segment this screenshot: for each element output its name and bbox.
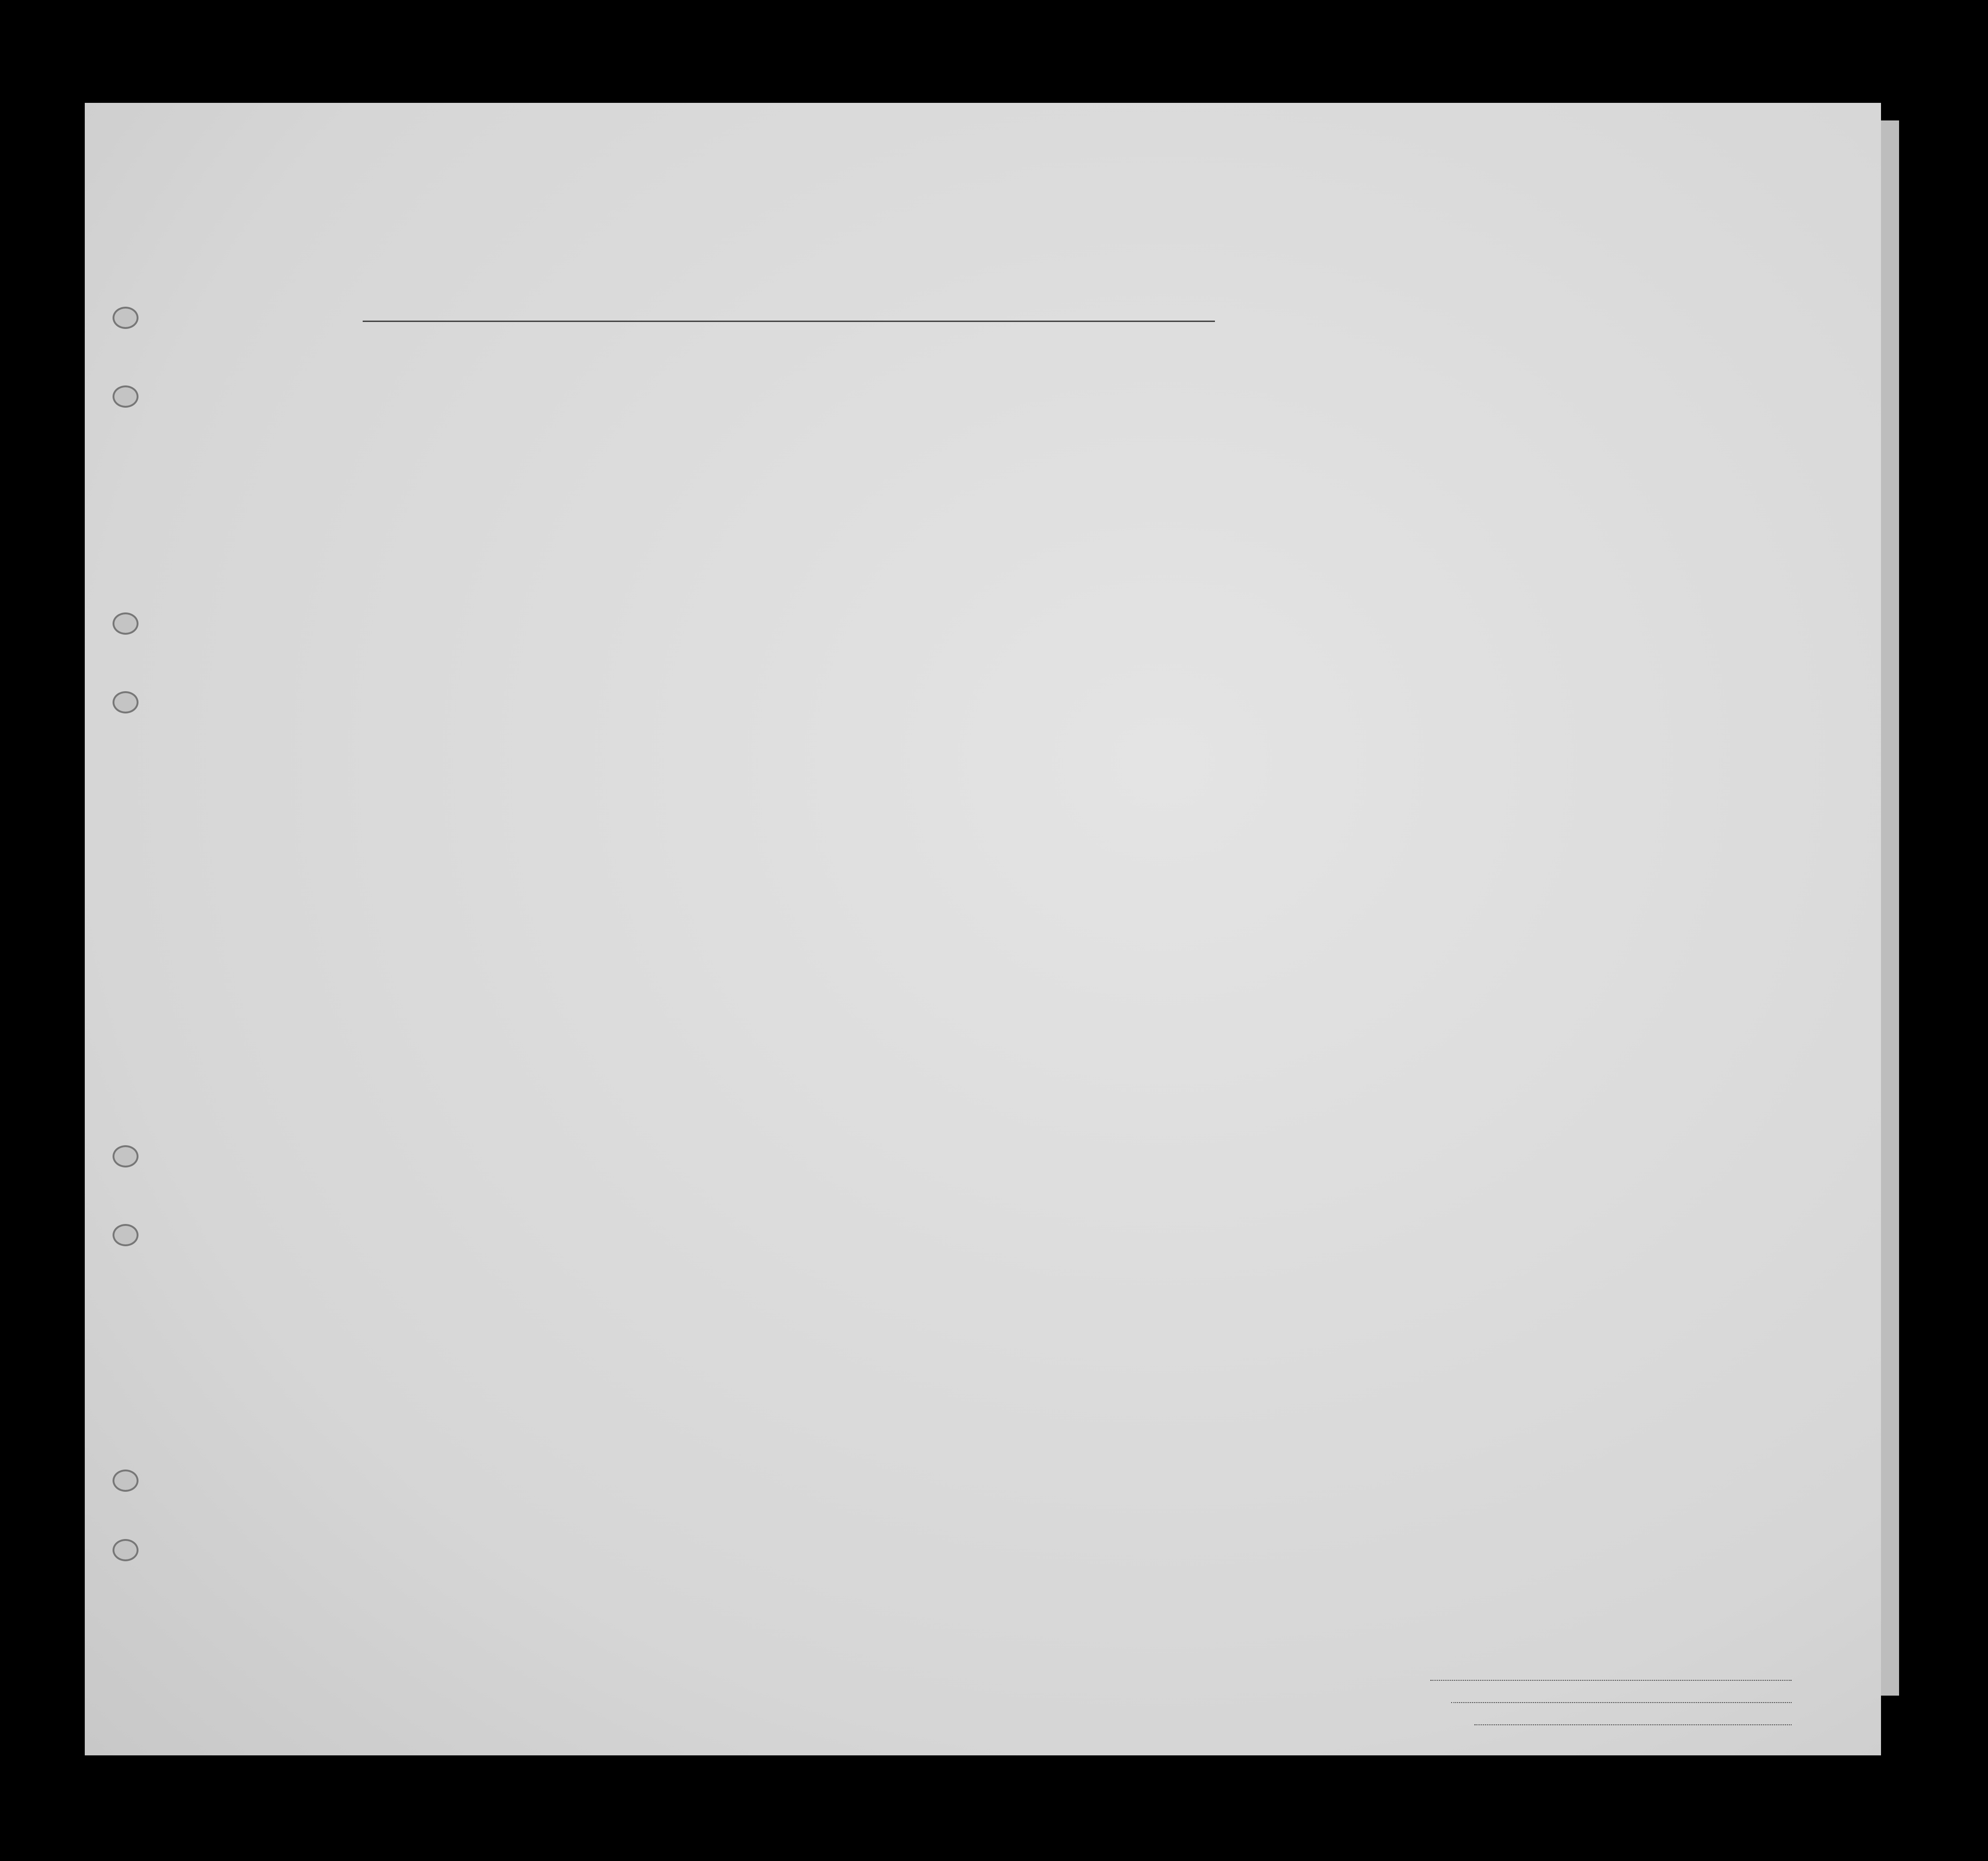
col-21-header bbox=[701, 385, 717, 515]
footer-line-rule bbox=[1430, 1680, 1792, 1681]
punch-hole bbox=[113, 1539, 138, 1561]
punch-hole bbox=[113, 307, 138, 329]
manifest-sheet bbox=[85, 103, 1881, 1755]
col-27-header bbox=[1268, 381, 1287, 511]
length-stay-header bbox=[1156, 399, 1174, 515]
form-grid bbox=[85, 103, 1881, 1755]
punch-hole bbox=[113, 1470, 138, 1492]
punch-hole bbox=[113, 612, 138, 635]
punch-hole bbox=[113, 385, 138, 408]
date-rule bbox=[863, 321, 1215, 322]
punch-hole bbox=[113, 1224, 138, 1246]
punch-hole bbox=[113, 691, 138, 713]
footer-owners-rule bbox=[1451, 1702, 1792, 1703]
polygamist-header bbox=[1240, 381, 1259, 511]
footer-agents-rule bbox=[1474, 1724, 1792, 1725]
col-19-header bbox=[585, 385, 604, 515]
punch-hole bbox=[113, 1145, 138, 1167]
citizen-intent-header bbox=[1131, 399, 1149, 515]
port-rule bbox=[363, 321, 863, 322]
